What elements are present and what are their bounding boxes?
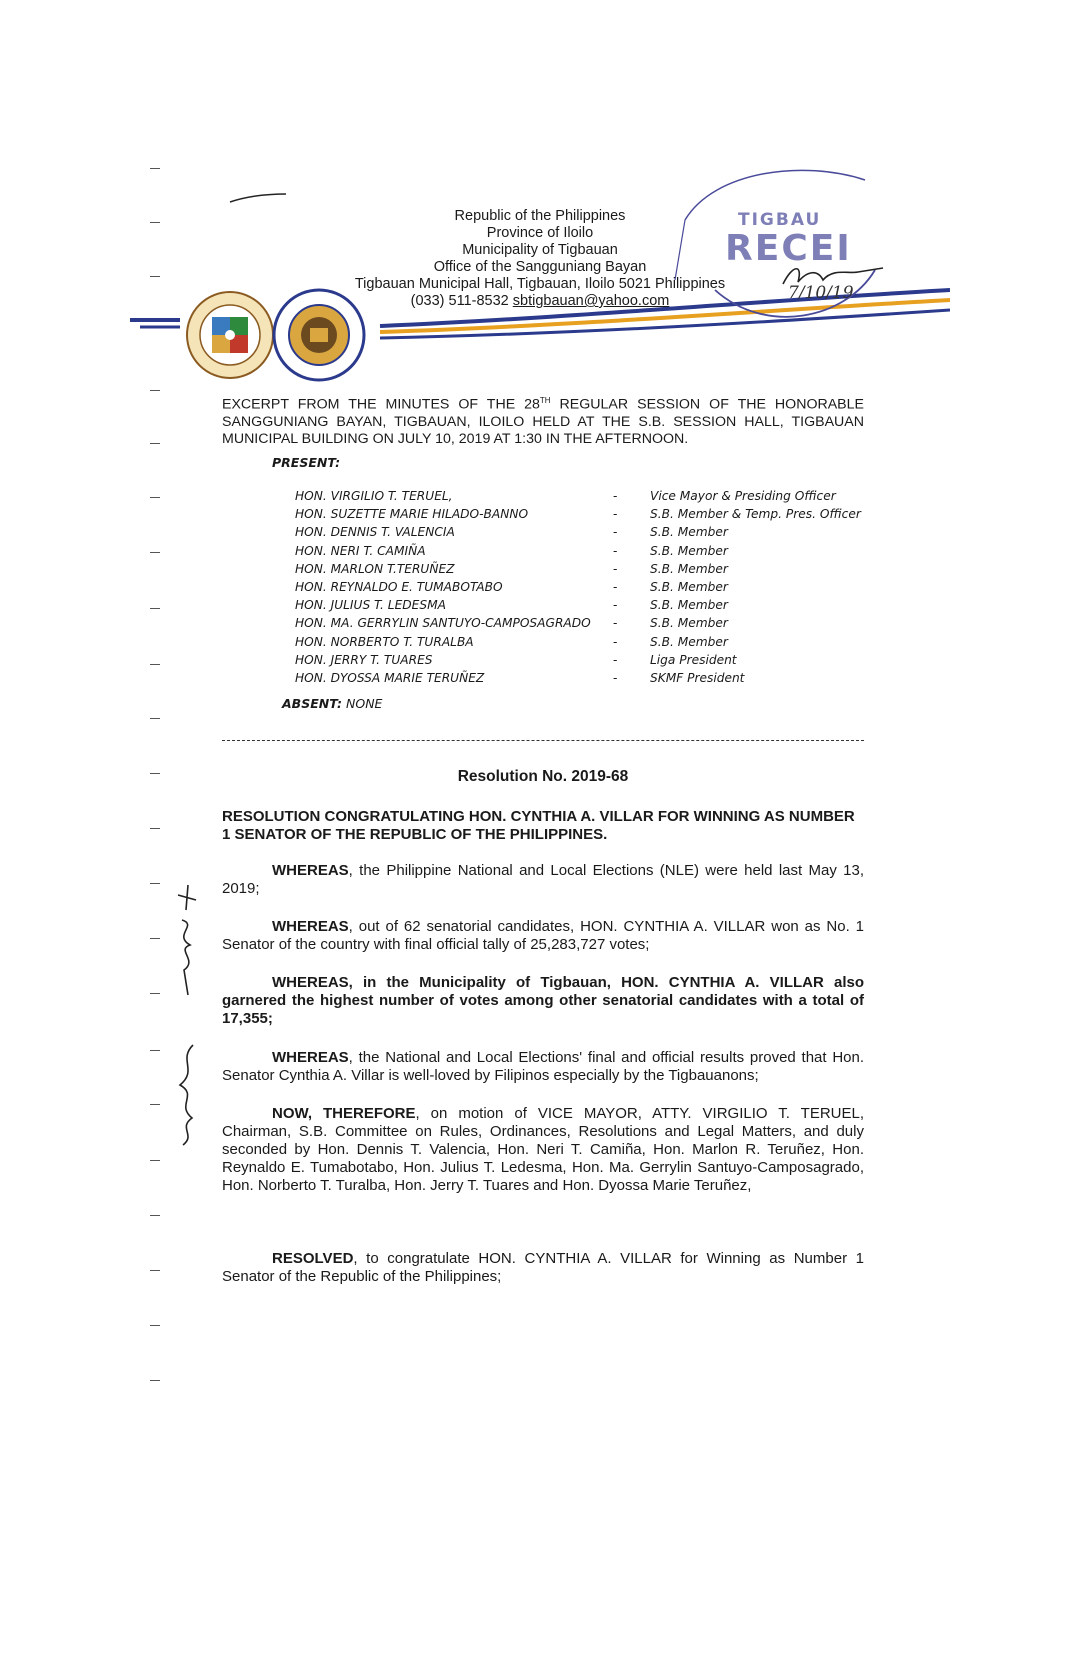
member-position: S.B. Member bbox=[650, 634, 728, 649]
municipality-seal bbox=[185, 290, 275, 380]
member-position: S.B. Member bbox=[650, 579, 728, 594]
present-label: PRESENT: bbox=[272, 455, 341, 470]
member-name: HON. VIRGILIO T. TERUEL, bbox=[295, 489, 453, 503]
member-dash: - bbox=[613, 579, 618, 594]
whereas-paragraph-2 bbox=[222, 918, 864, 954]
member-name: HON. NERI T. CAMIÑA bbox=[295, 543, 426, 558]
member-position: SKMF President bbox=[650, 670, 745, 685]
p2-text: , out of 62 senatorial candidates, HON. CYNTHIA A. VILLAR won as No. 1 Senator of the country with final official tally of 25,283,727 votes; bbox=[222, 918, 864, 953]
letterhead-office: Office of the Sangguniang Bayan bbox=[433, 259, 647, 275]
p3-text: WHEREAS, in the Municipality of Tigbauan, HON. CYNTHIA A. VILLAR also garnered the highest number of votes among other senatorial candidates with a total of 17,355; bbox=[222, 974, 864, 1027]
member-name: HON. JERRY T. TUARES bbox=[295, 652, 433, 667]
p6-lead: RESOLVED bbox=[272, 1250, 354, 1267]
p5-text: , on motion of VICE MAYOR, ATTY. VIRGILIO T. TERUEL, Chairman, S.B. Committee on Rules, Ordinances, Resolutions and Legal Matters, and duly seconded by Hon. Dennis T. Valencia, Hon. Neri T. Camiña, Hon. Marlon R. Teruñez, Hon. Reynaldo E. Tumabotabo, Hon. Julius T. Ledesma, Hon. Ma. Gerrylin Santuyo-Camposagrado, Hon. Norberto T. Turalba, Hon. Jerry T. Tuares and Hon. Dyossa Marie Teruñez, bbox=[222, 1105, 865, 1194]
pen-mark bbox=[228, 192, 288, 204]
member-position: S.B. Member bbox=[650, 525, 728, 540]
resolution-number: Resolution No. 2019-68 bbox=[457, 768, 629, 785]
member-position: Liga President bbox=[650, 652, 737, 667]
member-dash: - bbox=[613, 543, 618, 558]
absent-value: NONE bbox=[342, 696, 383, 711]
margin-signature-1 bbox=[168, 880, 208, 1000]
letterhead-municipality: Municipality of Tigbauan bbox=[462, 242, 618, 258]
excerpt-part2: REGULAR SESSION OF THE HONORABLE SANGGUNIANG BAYAN, TIGBAUAN, ILOILO HELD AT THE S.B. SESSION HALL, TIGBAUAN MUNICIPAL BUILDING ON JULY 10, 2019 AT 1:30 IN THE AFTERNOON. bbox=[222, 396, 865, 447]
whereas-paragraph-4 bbox=[222, 1049, 864, 1085]
whereas-paragraph-1 bbox=[222, 862, 864, 898]
letterhead-address: Tigbauan Municipal Hall, Tigbauan, Iloilo 5021 Philippines bbox=[354, 276, 726, 292]
letterhead-phone: (033) 511-8532 bbox=[410, 293, 509, 309]
p5-lead: NOW, THEREFORE bbox=[272, 1105, 416, 1122]
p4-text: , the National and Local Elections' final and official results proved that Hon. Senator Cynthia A. Villar is well-loved by Filipinos especially by the Tigbauanons; bbox=[222, 1049, 864, 1084]
section-divider bbox=[222, 740, 864, 741]
stamp-line2: RECEI bbox=[725, 228, 852, 269]
member-position: S.B. Member bbox=[650, 561, 728, 576]
member-dash: - bbox=[613, 561, 618, 576]
p4-lead: WHEREAS bbox=[272, 1049, 349, 1066]
member-name: HON. MARLON T.TERUÑEZ bbox=[295, 561, 455, 576]
member-position: S.B. Member bbox=[650, 616, 728, 631]
p6-text: , to congratulate HON. CYNTHIA A. VILLAR for Winning as Number 1 Senator of the Republic of the Philippines; bbox=[222, 1250, 864, 1285]
now-therefore-paragraph bbox=[222, 1105, 864, 1195]
p1-lead: WHEREAS bbox=[272, 862, 349, 879]
resolution-title: RESOLUTION CONGRATULATING HON. CYNTHIA A. VILLAR FOR WINNING AS NUMBER 1 SENATOR OF THE REPUBLIC OF THE PHILIPPINES. bbox=[222, 808, 855, 843]
absent-label: ABSENT: bbox=[282, 696, 343, 711]
letterhead bbox=[330, 208, 750, 310]
stamp-signature bbox=[778, 262, 888, 292]
member-name: HON. MA. GERRYLIN SANTUYO-CAMPOSAGRADO bbox=[295, 616, 591, 631]
resolved-paragraph bbox=[222, 1250, 864, 1286]
member-dash: - bbox=[613, 489, 618, 503]
letterhead-province: Province of Iloilo bbox=[486, 225, 594, 241]
excerpt-superscript: TH bbox=[539, 396, 551, 405]
minutes-excerpt bbox=[222, 392, 864, 448]
member-dash: - bbox=[613, 598, 618, 613]
member-name: HON. SUZETTE MARIE HILADO-BANNO bbox=[295, 507, 529, 522]
letterhead-email[interactable]: sbtigbauan@yahoo.com bbox=[512, 293, 670, 309]
stamp-date: 7/10/19 bbox=[788, 283, 854, 303]
absent-line bbox=[282, 696, 382, 711]
member-position: S.B. Member & Temp. Pres. Officer bbox=[650, 507, 861, 522]
member-position: Vice Mayor & Presiding Officer bbox=[650, 489, 836, 503]
member-name: HON. NORBERTO T. TURALBA bbox=[295, 634, 474, 649]
member-name: HON. REYNALDO E. TUMABOTABO bbox=[295, 579, 503, 594]
member-name: HON. DENNIS T. VALENCIA bbox=[295, 525, 455, 540]
member-dash: - bbox=[613, 634, 618, 649]
member-dash: - bbox=[613, 670, 618, 685]
member-dash: - bbox=[613, 652, 618, 667]
member-dash: - bbox=[613, 507, 618, 522]
member-position: S.B. Member bbox=[650, 598, 728, 613]
member-name: HON. DYOSSA MARIE TERUÑEZ bbox=[295, 670, 485, 685]
letterhead-contact bbox=[330, 293, 750, 310]
p1-text: , the Philippine National and Local Elections (NLE) were held last May 13, 2019; bbox=[222, 862, 864, 897]
p2-lead: WHEREAS bbox=[272, 918, 349, 935]
member-dash: - bbox=[613, 616, 618, 631]
letterhead-republic: Republic of the Philippines bbox=[454, 208, 626, 224]
whereas-paragraph-3 bbox=[222, 974, 864, 1028]
excerpt-part1: EXCERPT FROM THE MINUTES OF THE 28 bbox=[222, 396, 540, 413]
member-name: HON. JULIUS T. LEDESMA bbox=[295, 598, 446, 613]
stamp-line1: TIGBAU bbox=[738, 210, 822, 230]
member-position: S.B. Member bbox=[650, 543, 728, 558]
margin-signature-2 bbox=[168, 1040, 208, 1150]
member-dash: - bbox=[613, 525, 618, 540]
